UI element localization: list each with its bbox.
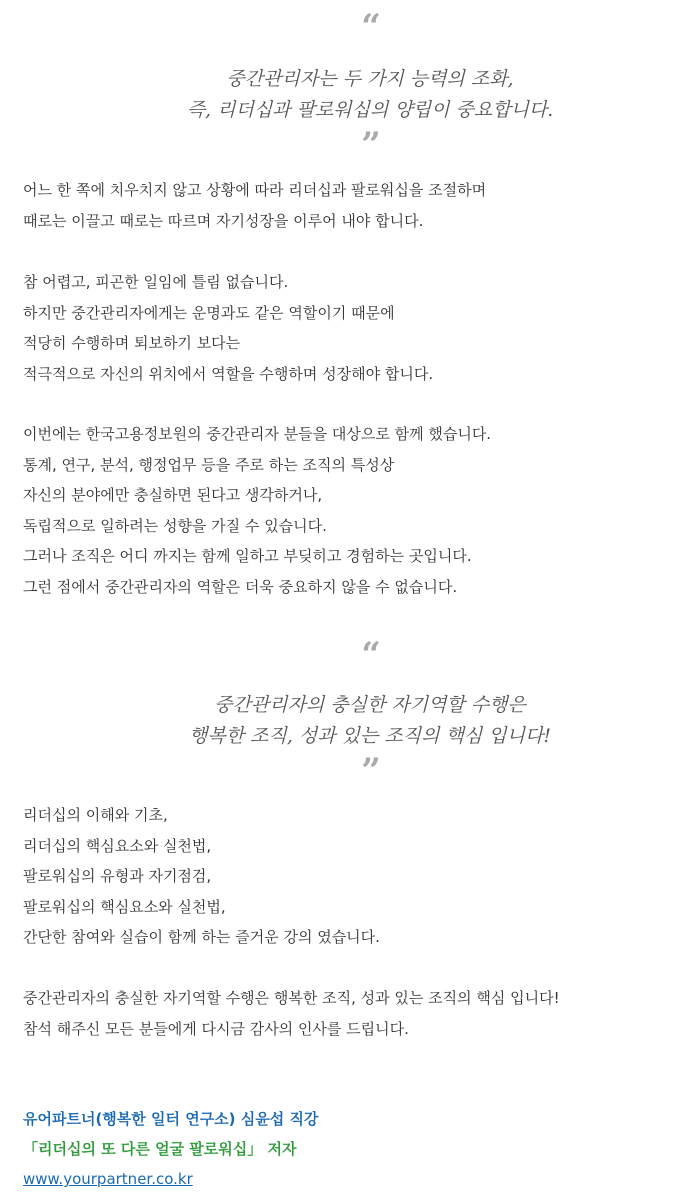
pull-quote-2	[0, 635, 700, 791]
paragraph-5	[23, 983, 683, 1044]
quote-line: 행복한 조직, 성과 있는 조직의 핵심 입니다!	[189, 725, 551, 747]
quote-text	[0, 64, 700, 126]
text-line: 자신의 분야에만 충실하면 된다고 생각하거나,	[23, 486, 323, 504]
text-line: 그러나 조직은 어디 까지는 함께 일하고 부딪히고 경험하는 곳입니다.	[23, 547, 472, 565]
text-line: 어느 한 쪽에 치우치지 않고 상황에 따라 리더십과 팔로워십을 조절하며	[23, 181, 487, 199]
text-line: 참석 해주신 모든 분들에게 다시금 감사의 인사를 드립니다.	[23, 1019, 409, 1038]
text-line: 그런 점에서 중간관리자의 역할은 더욱 중요하지 않을 수 없습니다.	[23, 577, 458, 596]
open-quote-icon: “	[361, 635, 379, 675]
text-line: 하지만 중간관리자에게는 운명과도 같은 역할이기 때문에	[23, 303, 395, 322]
paragraph-3	[23, 419, 683, 602]
author-signature	[23, 1104, 318, 1194]
text-line: 리더십의 이해와 기초,	[23, 806, 168, 824]
text-line: 독립적으로 일하려는 성향을 가질 수 있습니다.	[23, 516, 327, 535]
paragraph-1	[23, 175, 683, 236]
close-quote-icon: ”	[361, 751, 379, 791]
open-quote-icon: “	[361, 7, 379, 47]
pull-quote-1	[0, 7, 700, 165]
text-line: 간단한 참여와 실습이 함께 하는 즐거운 강의 였습니다.	[23, 928, 380, 946]
website-link[interactable]: www.yourpartner.co.kr	[23, 1170, 193, 1188]
text-line: 때로는 이끌고 때로는 따르며 자기성장을 이루어 내야 합니다.	[23, 211, 424, 230]
close-quote-icon: ”	[361, 125, 379, 165]
text-line: 적당히 수행하며 퇴보하기 보다는	[23, 334, 241, 352]
text-line: 이번에는 한국고용정보원의 중간관리자 분들을 대상으로 함께 했습니다.	[23, 425, 492, 443]
paragraph-2	[23, 267, 683, 389]
quote-line: 중간관리자는 두 가지 능력의 조화,	[226, 68, 514, 90]
paragraph-4	[23, 800, 683, 953]
text-line: 팔로워십의 핵심요소와 실천법,	[23, 897, 226, 916]
text-line: 중간관리자의 충실한 자기역할 수행은 행복한 조직, 성과 있는 조직의 핵심 입니다!	[23, 989, 560, 1007]
quote-line: 즉, 리더십과 팔로워십의 양립이 중요합니다.	[186, 99, 554, 121]
quote-line: 중간관리자의 충실한 자기역할 수행은	[214, 694, 526, 716]
text-line: 리더십의 핵심요소와 실천법,	[23, 836, 212, 855]
quote-text	[0, 690, 700, 752]
text-line: 통계, 연구, 분석, 행정업무 등을 주로 하는 조직의 특성상	[23, 455, 395, 474]
author-book: 「리더십의 또 다른 얼굴 팔로워십」 저자	[23, 1140, 297, 1158]
text-line: 참 어렵고, 피곤한 일임에 틀림 없습니다.	[23, 273, 289, 291]
text-line: 팔로워십의 유형과 자기점검,	[23, 867, 212, 885]
author-name: 유어파트너(행복한 일터 연구소) 심윤섭 직강	[23, 1110, 319, 1128]
text-line: 적극적으로 자신의 위치에서 역할을 수행하며 성장해야 합니다.	[23, 364, 434, 383]
